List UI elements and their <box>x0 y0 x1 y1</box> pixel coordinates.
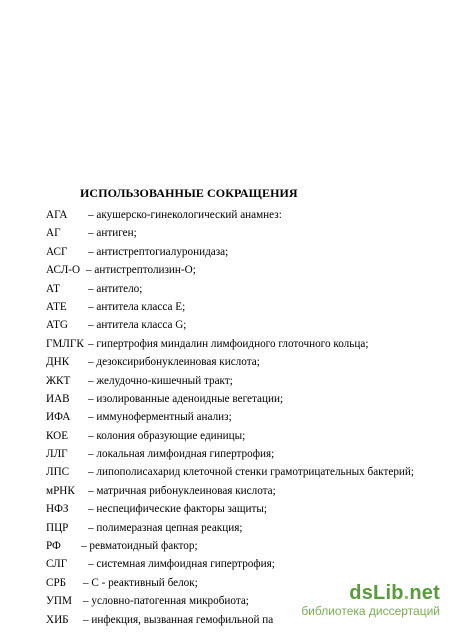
abbreviation-term: УПМ <box>46 595 72 608</box>
abbreviation-term: АТ <box>46 282 60 295</box>
abbreviation-definition: – желудочно-кишечный тракт; <box>88 374 233 387</box>
abbreviation-term: АСГ <box>46 245 68 258</box>
abbreviation-term: ЛЛГ <box>46 448 68 461</box>
abbreviation-term: ЛПС <box>46 466 70 479</box>
abbreviation-definition: – условно-патогенная микробиота; <box>83 595 249 608</box>
list-item <box>46 206 446 224</box>
abbreviation-definition: – антиген; <box>88 227 137 240</box>
abbreviation-definition: – дезоксирибонуклеиновая кислота; <box>88 356 260 369</box>
abbreviation-term: АТG <box>46 319 69 332</box>
section-heading: ИСПОЛЬЗОВАННЫЕ СОКРАЩЕНИЯ <box>80 186 298 200</box>
list-item <box>46 482 446 500</box>
abbreviation-definition: – ревматоидный фактор; <box>81 540 198 553</box>
abbreviation-term: ДНК <box>46 356 70 369</box>
abbreviation-term: АГ <box>46 227 61 240</box>
abbreviation-term: РФ <box>46 540 61 553</box>
list-item <box>46 537 446 555</box>
list-item <box>46 335 446 353</box>
abbreviation-term: НФЗ <box>46 503 69 516</box>
abbreviation-term: ЖКТ <box>46 374 71 387</box>
list-item <box>46 427 446 445</box>
logo-tld-text: net <box>409 582 440 604</box>
abbreviation-definition: – системная лимфоидная гипертрофия; <box>88 558 275 571</box>
dslib-logo[interactable] <box>349 582 440 605</box>
abbreviation-definition: – неспецифические факторы защиты; <box>88 503 268 516</box>
list-item <box>46 353 446 371</box>
logo-main-text: dsLib <box>349 582 404 604</box>
abbreviation-term: СРБ <box>46 576 67 589</box>
abbreviation-definition: – антитела класса Е; <box>88 300 186 313</box>
abbreviation-definition: – антитела класса G; <box>88 319 187 332</box>
list-item <box>46 555 446 573</box>
abbreviation-definition: – С - реактивный белок; <box>83 576 198 589</box>
abbreviation-definition: – изолированные аденоидные вегетации; <box>88 392 284 405</box>
abbreviation-term: АТЕ <box>46 300 67 313</box>
list-item <box>46 243 446 261</box>
abbreviation-definition: – акушерско-гинекологический анамнез: <box>88 209 282 221</box>
list-item <box>46 390 446 408</box>
abbreviation-term: СЛГ <box>46 558 68 571</box>
list-item <box>46 445 446 463</box>
abbreviation-definition: – полимеразная цепная реакция; <box>88 521 243 534</box>
list-item <box>46 519 446 537</box>
list-item <box>46 280 446 298</box>
abbreviation-definition: – локальная лимфоидная гипертрофия; <box>88 448 275 461</box>
list-item <box>46 261 446 279</box>
abbreviation-term: ИАВ <box>46 392 70 405</box>
abbreviation-term: АГА <box>46 209 68 221</box>
list-item <box>46 500 446 518</box>
list-item <box>46 298 446 316</box>
abbreviation-definition: – колония образующие единицы; <box>88 429 246 442</box>
abbreviation-list <box>46 206 446 629</box>
list-item <box>46 224 446 242</box>
abbreviation-definition: – гипертрофия миндалин лимфоидного глоточного кольца; <box>88 337 369 350</box>
abbreviation-term: ПЦР <box>46 521 69 534</box>
list-item <box>46 372 446 390</box>
abbreviation-definition: – иммуноферментный анализ; <box>88 411 232 424</box>
list-item <box>46 316 446 334</box>
abbreviation-term: ГМЛГК <box>46 337 84 350</box>
abbreviation-definition: – антистрептогиалуронидаза; <box>88 245 229 258</box>
abbreviation-term: мРНК <box>46 484 75 497</box>
abbreviation-definition: – антистрептолизин-О; <box>86 264 196 277</box>
abbreviation-term: АСЛ-О <box>46 264 81 277</box>
abbreviation-term: КОЕ <box>46 429 69 442</box>
abbreviation-definition: – антитело; <box>88 282 143 295</box>
dslib-watermark[interactable] <box>240 582 440 622</box>
abbreviation-term: ХИБ <box>46 613 69 626</box>
abbreviation-term: ИФА <box>46 411 71 424</box>
list-item <box>46 408 446 426</box>
abbreviation-definition: – липополисахарид клеточной стенки грамотрицательных бактерий; <box>88 466 414 479</box>
logo-separator: . <box>403 582 410 604</box>
list-item <box>46 463 446 481</box>
watermark-subtitle: библиотека диссертаций <box>301 604 440 618</box>
abbreviation-definition: – матричная рибонуклеиновая кислота; <box>88 484 276 497</box>
abbreviation-definition: – инфекция, вызванная гемофильной па <box>83 613 274 626</box>
